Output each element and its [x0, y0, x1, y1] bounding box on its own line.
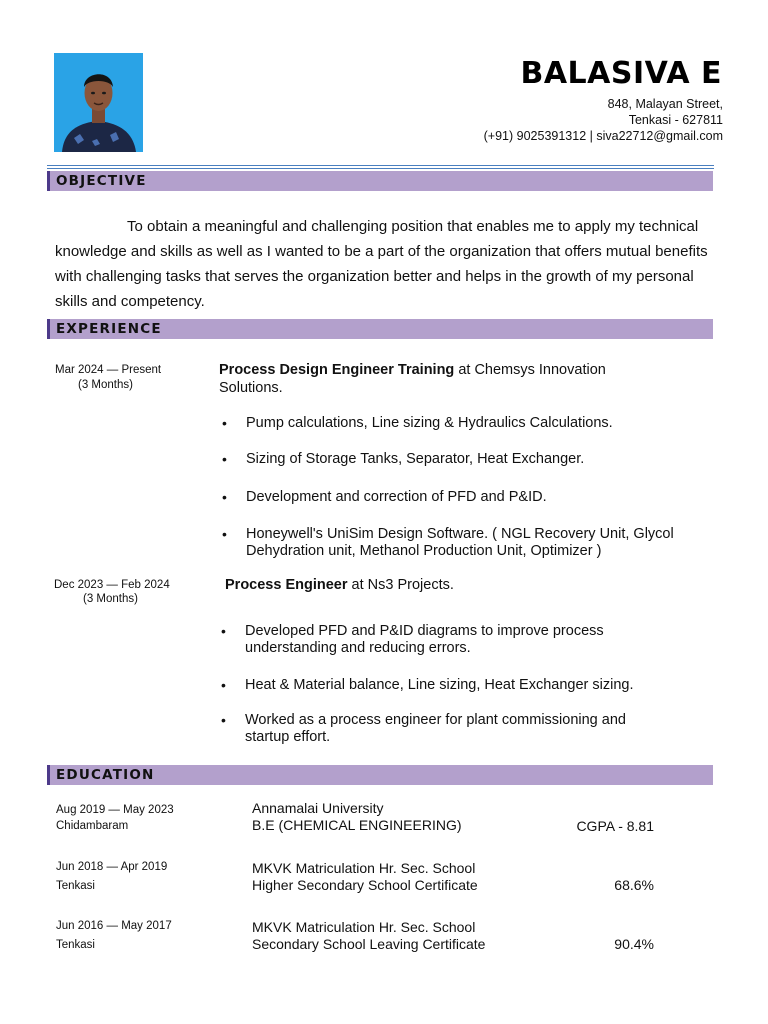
- bullet-dot-icon: •: [222, 415, 227, 431]
- edu-2-score: 68.6%: [614, 877, 654, 893]
- bullet-dot-icon: •: [222, 451, 227, 467]
- edu-3-score: 90.4%: [614, 936, 654, 952]
- job-1-role: Process Design Engineer Training: [219, 362, 455, 378]
- job-2-company: at Ns3 Projects.: [347, 577, 454, 593]
- bullet-dot-icon: •: [221, 677, 226, 693]
- edu-1-location: Chidambaram: [56, 820, 129, 832]
- job-2-duration: (3 Months): [83, 593, 138, 605]
- profile-photo: [54, 53, 143, 152]
- person-photo-icon: [54, 53, 143, 152]
- job-2-dates: Dec 2023 — Feb 2024: [54, 579, 170, 591]
- job-2-bullet-1: Developed PFD and P&ID diagrams to improve process understanding and reducing errors.: [245, 623, 604, 656]
- job-1-dates: Mar 2024 — Present: [55, 364, 162, 376]
- job-1-bullet-2: Sizing of Storage Tanks, Separator, Heat Exchanger.: [246, 451, 585, 467]
- bullet-dot-icon: •: [221, 623, 226, 639]
- job-1-bullet-1: Pump calculations, Line sizing & Hydraulics Calculations.: [246, 415, 613, 431]
- address-line-2: Tenkasi - 627811: [628, 113, 723, 127]
- bullet-dot-icon: •: [221, 712, 226, 728]
- bullet-dot-icon: •: [222, 526, 227, 542]
- edu-1-degree: B.E (CHEMICAL ENGINEERING): [252, 817, 462, 833]
- objective-paragraph: [55, 214, 715, 314]
- phone-email: (+91) 9025391312 | siva22712@gmail.com: [483, 129, 723, 143]
- objective-section-bar: [47, 171, 713, 191]
- edu-2-institution: MKVK Matriculation Hr. Sec. School: [252, 860, 476, 876]
- address-line-1: 848, Malayan Street,: [607, 97, 723, 111]
- edu-1-dates: Aug 2019 — May 2023: [56, 804, 174, 816]
- candidate-name: BALASIVA E: [520, 56, 722, 91]
- education-heading: EDUCATION: [56, 767, 155, 783]
- objective-heading: OBJECTIVE: [56, 173, 147, 189]
- header-divider-top: [47, 165, 714, 166]
- edu-3-institution: MKVK Matriculation Hr. Sec. School: [252, 919, 476, 935]
- job-1-company: at Chemsys Innovation Solutions.: [219, 362, 606, 396]
- job-1-duration: (3 Months): [78, 379, 133, 391]
- job-1-bullet-4: Honeywell's UniSim Design Software. ( NGL Recovery Unit, Glycol Dehydration unit, Methanol Production Unit, Optimizer ): [246, 526, 674, 559]
- objective-text: To obtain a meaningful and challenging position that enables me to apply my technical knowledge and skills as well as I wanted to be a part of the organization that offers mutual benefits with challenging tasks that serves the organization better and helps in the growth of my personal skills and competency.: [55, 218, 708, 310]
- edu-2-dates: Jun 2018 — Apr 2019: [56, 861, 168, 873]
- edu-2-degree: Higher Secondary School Certificate: [252, 877, 478, 893]
- job-1-bullet-3: Development and correction of PFD and P&ID.: [246, 489, 547, 505]
- job-2-title: [225, 576, 665, 594]
- experience-heading: EXPERIENCE: [56, 321, 162, 337]
- edu-1-institution: Annamalai University: [252, 800, 384, 816]
- edu-1-score: CGPA - 8.81: [576, 818, 654, 834]
- edu-3-dates: Jun 2016 — May 2017: [56, 920, 172, 932]
- header-divider-bottom: [47, 168, 714, 169]
- job-2-bullet-2: Heat & Material balance, Line sizing, Heat Exchanger sizing.: [245, 677, 634, 693]
- edu-2-location: Tenkasi: [56, 880, 95, 892]
- job-1-title: [219, 361, 659, 397]
- bullet-dot-icon: •: [222, 489, 227, 505]
- job-2-role: Process Engineer: [225, 577, 348, 593]
- edu-3-location: Tenkasi: [56, 939, 95, 951]
- edu-3-degree: Secondary School Leaving Certificate: [252, 936, 486, 952]
- job-2-bullet-3: Worked as a process engineer for plant commissioning and startup effort.: [245, 712, 626, 745]
